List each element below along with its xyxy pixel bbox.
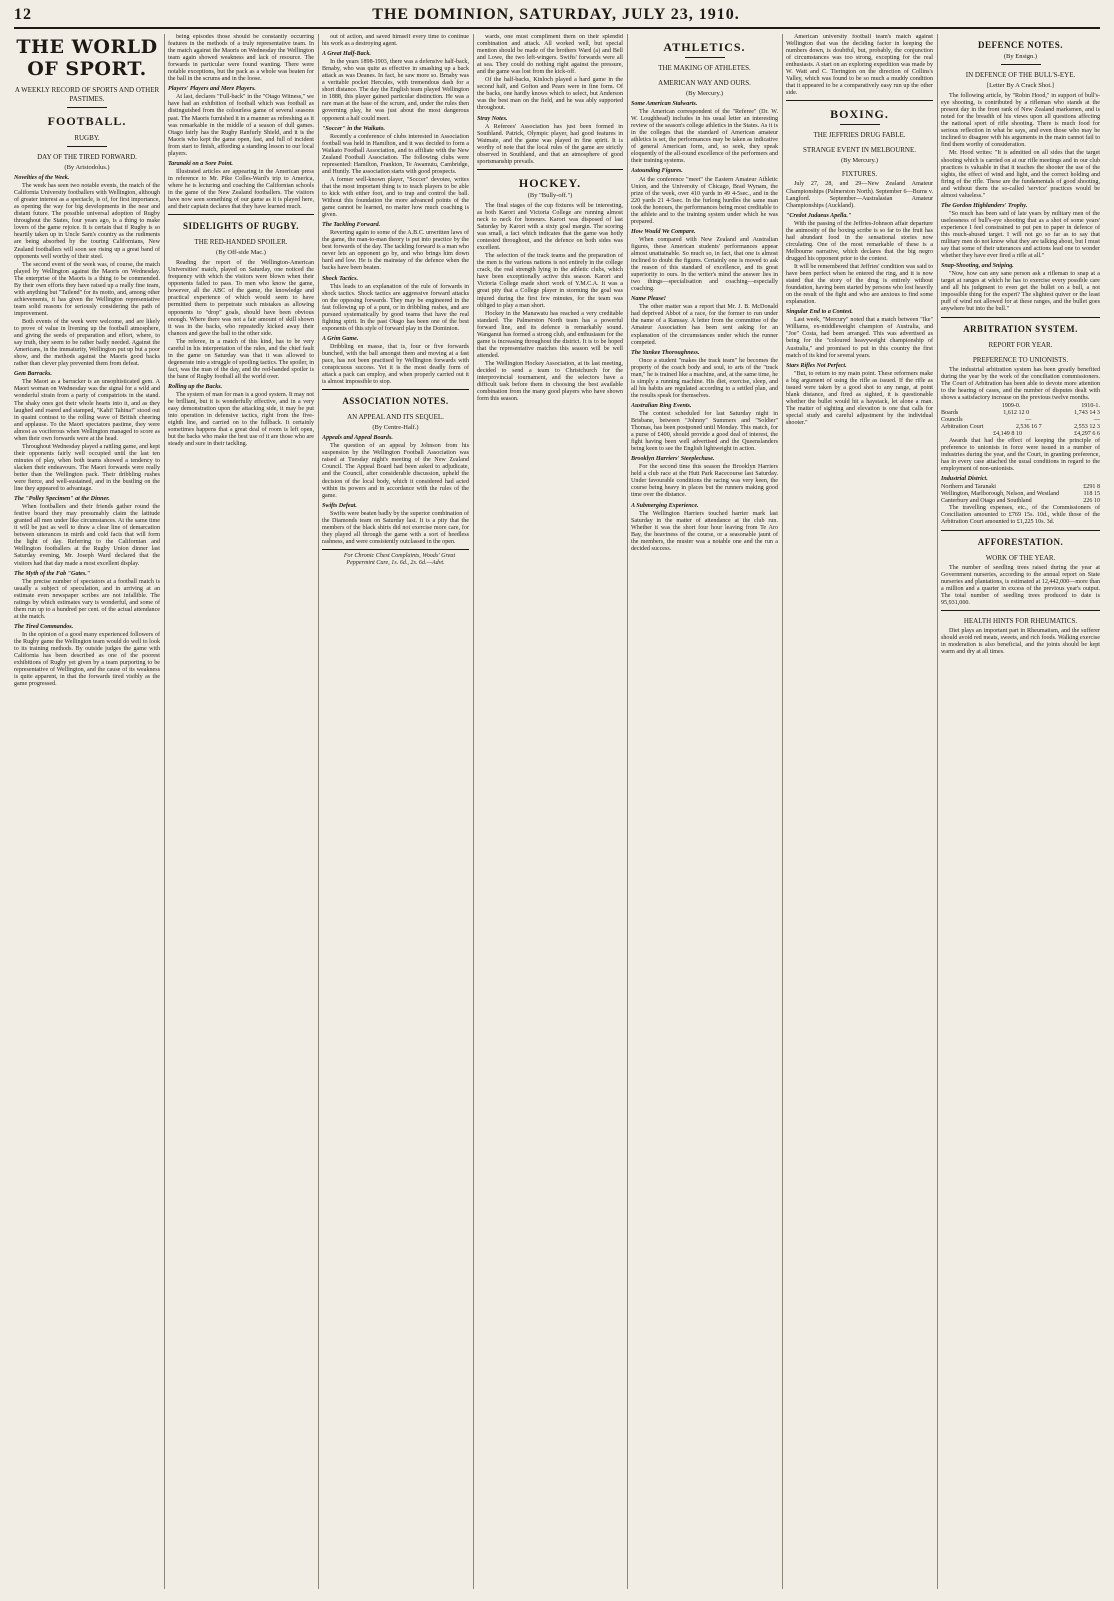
byline: (By Off-side Mac.) <box>216 249 266 257</box>
subhead: Shock Tactics. <box>322 275 358 282</box>
subhead: Taranaki on a Sore Point. <box>168 160 233 167</box>
divider <box>477 169 623 170</box>
report-heading: REPORT FOR YEAR. <box>988 340 1053 349</box>
hockey-heading: HOCKEY. <box>518 175 582 190</box>
divider <box>941 530 1100 531</box>
making-heading: THE MAKING OF ATHLETES. <box>658 64 751 72</box>
paragraph: Awards that had the effect of keeping the principle of preference to unionists in force were issued in a number of industries during the year, and the Court, in granting preference, has in every case attached the usual conditions in regard to the employment of non-unionists. <box>941 437 1100 473</box>
paragraph: "So much has been said of late years by military men of the uselessness of bull's-eye shooting that as a shot of some years' experience I feel constrained to put pen to paper in defence of this much-abused target. I will not go so far as to say that military men do not know what they are talking about, but I must say that some of their utterances and actions lead one to wonder whether they have ever fired a rifle at all." <box>941 210 1100 260</box>
appeal-heading: AN APPEAL AND ITS SEQUEL. <box>347 413 444 422</box>
paragraph: The final stages of the cup fixtures will be interesting, as both Karori and Victoria College are running almost neck to neck for honours. Karori was disposed of last Saturday by Karori with a sixty goal margin. The scoring was small, a fact which indicates that the game was hotly contested throughout, and the defence on both sides was excellent. <box>477 202 623 252</box>
subhead: The Yankee Thoroughness. <box>631 349 700 356</box>
subhead: The Gordon Highlanders' Trophy. <box>941 202 1028 209</box>
paragraph: The travelling expenses, etc., of the Commissioners of Conciliation amounted to £769 15s. 10d., while those of the Arbitration Court amounted to £1,225 10s. 3d. <box>941 505 1100 526</box>
column-divider <box>627 34 628 1589</box>
athletics-heading: ATHLETICS. <box>663 40 746 54</box>
page-number: 12 <box>14 6 32 23</box>
subhead: A Grim Game. <box>322 335 359 342</box>
column-3 <box>322 34 469 1589</box>
paragraph: In the opinion of a good many experienced followers of the Rugby game the Wellington team would do well to look to its training methods. By outside judges the game with California has been described as one of the poorest exhibitions of Rugby yet given by a team purporting to be representative of Wellington, and the cause of its weakness is quite apparent, in that the forwards tired visibly as the game progressed. <box>14 631 160 688</box>
paragraph: Reading the report of the Wellington-American Universities' match, played on Saturday, one noticed the frequency with which the visitors were blown when their opponents failed to pass. To men who know the game, however, all the ABC of the game, the knowledge and practical experience of which would seem to have permitted them to perpetrate such mistakes as allowing opponents to "drop" goals, should have been obvious enough. Where there was not a fair amount of skill shown it was in the backs, who repeatedly kicked away their chances and gave the ball to the other side. <box>168 260 314 337</box>
spoiler-heading: THE RED-HANDED SPOILER. <box>194 238 288 247</box>
column-5 <box>631 34 778 1589</box>
subhead: Some American Stalwarts. <box>631 101 698 108</box>
byline: (By Centre-Half.) <box>372 424 419 432</box>
arbitration-heading: ARBITRATION SYSTEM. <box>963 323 1078 334</box>
football-heading: FOOTBALL. <box>47 114 127 128</box>
subhead: Australian Ring Events. <box>631 402 692 409</box>
divider <box>322 389 469 390</box>
paragraph: "But, to return to my main point. These reformers make a big argument of using the rifle as issued. If the rifle as issued were taken by a good shot to any range, at point blank distance, and fired as sighted, it is questionable whether the bullet would hit a haystack, let alone a man. The matter of sighting and elevation is one that calls for special study and careful adjustment by the individual shooter." <box>786 370 933 426</box>
column-4 <box>477 34 623 1589</box>
subhead: Brooklyn Harriers' Steeplechase. <box>631 456 715 463</box>
table-row: Councils — — <box>941 416 1100 423</box>
subhead: Appeals and Appeal Boards. <box>322 435 393 442</box>
letter-credit: [Letter By A Crack Shot.] <box>987 82 1054 90</box>
column-divider <box>164 34 165 1589</box>
divider <box>67 146 107 147</box>
paragraph: Mr. Hood writes: "It is admitted on all sides that the target shooting which is carried on at our rifle meetings and in our club practices is valuable in that it teaches the shooter the use of the sights, the effect of wind and light, and the correct holding and firing of the rifle. These are the fundamentals of good shooting, and without them the so-called 'service' practices would be almost valueless." <box>941 150 1100 199</box>
column-divider <box>318 34 319 1589</box>
defence-heading: DEFENCE NOTES. <box>977 40 1064 50</box>
paragraph: The contest scheduled for last Saturday night in Brisbane, between "Johnny" Summers and "Soldier" Thomas, has been postponed until Monday. This match, for a purse of £400, should provide a good deal of interest, the fight having been well advertised and the Queenslanders being keen to see the English lightweight in action. <box>631 410 778 453</box>
divider <box>168 214 314 215</box>
table-row: Wellington, Marlborough, Nelson, and Westland 118 15 <box>941 491 1100 498</box>
fixtures-heading: FIXTURES. <box>841 170 878 179</box>
paragraph: Swifts were beaten badly by the superior combination of the Diamonds team on Saturday last. It is a pity that the members of the black shirts did not exercise more care, for they played all through the game with a sort of heedless rashness, and were consistently outclassed in the open. <box>322 510 469 545</box>
subhead: "Credot Judaeus Apella." <box>786 212 852 219</box>
rugby-heading: RUGBY. <box>74 134 100 142</box>
paragraph: The Maori as a barracker is an unsophisticated gem. A Maori woman on Wednesday was the signal for a wild and wonderful strain from a party of compatriots in the stand. The shaky ones got their whole hearts into it, and as they laughed and roared and stamped, "Kahi! Tahina!" stood out in quaint contrast to the rolling wave of British cheering and applause. To the Maori spectators pastime, they were almost as vociferous when Wellington managed to score as when their own forwards were at the head. <box>14 379 160 442</box>
sidelights-heading: SIDELIGHTS OF RUGBY. <box>182 221 300 232</box>
paragraph: Dribbling en masse, that is, four or five forwards bunched, with the ball amongst them and moving at a fast pace, has not been practised by Wellington forwards with conspicuous success. Yet it is the most deadly form of attack a pack can employ, and when properly carried out it is almost impossible to stop. <box>322 343 469 386</box>
boxing-heading: BOXING. <box>830 107 889 122</box>
paragraph: Last week, "Mercury" noted that a match between "Ike" Williams, ex-middleweight champion of Australia, and "Joe" Costa, had been arranged. This was advertised as being for the "coloured heavyweight championship of Australia," and promised to put in this country the first match of its kind for several years. <box>786 317 933 359</box>
paragraph: Reverting again to some of the A.B.C. unwritten laws of the game, the man-to-man theory is put into practice by the best forwards of the day. The tackling forward is a man who never lets an opponent go by, and who brings him down hard and low. He is the mainstay of the defence when the backs have been beaten. <box>322 230 469 272</box>
table-header <box>941 403 1100 410</box>
work-heading: WORK OF THE YEAR. <box>985 553 1056 562</box>
subhead: The "Polley Specimen" at the Dinner. <box>14 496 110 503</box>
paragraph: The Wellington Harriers touched harrier mark last Saturday in the matter of attendance at the club run. Whether it was the short four hour leaving from Te Aro Bay, the heaviness of the course, or a seasonable jaunt of the members, the muster was a notable one and the run a decided success. <box>631 510 778 552</box>
subhead: A Submerging Experience. <box>631 502 699 509</box>
paragraph: The number of seedling trees raised during the year at Government nurseries, according to the annual report on State nurseries and plantations, is estimated at 12,442,000—more than a million and a quarter in excess of the previous year's output. The total number of seedling trees produced to date is 95,931,000. <box>941 564 1100 606</box>
subhead: Astounding Figures. <box>631 168 683 175</box>
table-total: £4,149 8 10 £4,297 6 6 <box>993 430 1100 437</box>
column-1 <box>14 34 160 1589</box>
subhead: Industrial District. <box>941 476 988 483</box>
expenses-table <box>941 484 1100 505</box>
subhead: "Soccer" in the Waikato. <box>322 125 386 132</box>
advertisement: For Chronic Chest Complaints, Woods' Great Peppermint Cure, 1s. 6d., 2s. 6d.—Advt. <box>343 552 456 566</box>
table-row: Arbitration Court 2,536 16 7 2,553 12 3 <box>941 423 1100 430</box>
paragraph: When footballers and their friends gather round the festive board they may presumably claim the latitude granted all men under like circumstances. At the same time it will be just as well to draw a clear line of demarcation between utterances in mirth and cold facts that will form the light of day. Referring to the Californian and Wellington footballers at the Rugby Union dinner last Saturday evening, Mr. Joseph Ward declared that the visitors had that day made a most excellent display. <box>14 504 160 567</box>
paragraph: The industrial arbitration system has been greatly benefited during the year by the work of the conciliation commissioners. The Court of Arbitration has been able to devote more attention to the hearing of cases, and the number of disputes dealt with shows a satisfactory increase on the previous twelve months. <box>941 366 1100 401</box>
subhead: Stray Notes. <box>477 115 508 122</box>
divider <box>786 100 933 101</box>
subhead: Name Please! <box>631 296 667 303</box>
subhead: Snap-Shooting, and Sniping. <box>941 263 1014 270</box>
subhead: Stars Rifles Not Perfect. <box>786 362 847 369</box>
table-row: Canterbury and Otago and Southland 226 10 <box>941 498 1100 505</box>
paragraph: The American correspondent of the "Referee" (Dr. W. W. Loughhead) includes in his usual letter an interesting review of the season's college athletics in the States. As it is in the colleges that the standard of American amateur athletics is set, the performances may be taken as indicative of general American form, and, so seek, they speak eloquently of the all-round excellence of the performers and their training systems. <box>631 109 778 165</box>
cost-table <box>941 403 1100 438</box>
fixtures-list: July 27, 28, and 29—New Zealand Amateur Championships (Palmerston North). September 6—Burns v. Langford. September—Australasian Amateur Championships (Auckland). <box>786 181 933 209</box>
paragraph: Recently a conference of clubs interested in Association football was held in Hamilton, and it was decided to form a Waikato Football Association, and to affiliate with the New Zealand Football Association. The following clubs were represented: Hamilton, Frankton, Te Awamutu, Cambridge, and Huntly. The association starts with good prospects. <box>322 133 469 175</box>
column-divider <box>937 34 938 1589</box>
paragraph: The selection of the track teams and the preparation of the men is the various nations is not entirely in the college crack, the real strength lying in the athletic clubs, which have been exceptionally active this season. Karori and Victoria College made short work of Y.M.C.A. It was a great pity that a College player in storming the goal was injured during the first few minutes, for the team was obliged to play a man short. <box>477 253 623 309</box>
paragraph: The Wellington Hockey Association, at its last meeting, decided to send a team to Christchurch for the interprovincial tournament, and the selectors have a difficult task before them in choosing the best available combination from the many good players who have shown form this season. <box>477 360 623 403</box>
subhead: The Tackling Forward. <box>322 222 381 229</box>
subhead: Novelties of the Week. <box>14 175 70 182</box>
paragraph: At the conference "meet" the Eastern Amateur Athletic Union, and the University of Chicago, Brad Wynam, the prize of the week, over 410 yards in 49 4-5sec., and in the 220 yards 21 4-5sec. In the furlong hurdles the same man took the honours, the performances being most creditable to the athlete and to the training system under which he was prepared. <box>631 176 778 225</box>
byline: (By Mercury.) <box>685 90 724 97</box>
table-row: Northern and Taranaki £291 8 <box>941 484 1100 491</box>
column-2 <box>168 34 314 1589</box>
paragraph: The system of man for man is a good system. It may not be brilliant, but it is wonderfully effective, and in a very easy demonstration upon the attacking side, it may be put into operation in defensive tactics, right from the five-eighth line, and carried on to the fullback. It certainly sometimes happens that a great deal of room is left open, but the backs who make the best use of it are those who are steady and sure in their tackling. <box>168 392 314 448</box>
subhead: Swifts Defeat. <box>322 502 357 509</box>
paragraph: For the second time this season the Brooklyn Harriers held a club race at the Hutt Park Racecourse last Saturday. Under favourable conditions the racing was very keen, the course being heavy in places but the runners making good time over the distance. <box>631 464 778 499</box>
strange-heading: STRANGE EVENT IN MELBOURNE. <box>802 146 917 155</box>
subhead: The Myth of the Fab "Gates." <box>14 570 91 577</box>
column-7 <box>941 34 1100 1589</box>
association-heading: ASSOCIATION NOTES. <box>342 396 449 407</box>
paragraph: Throughout Wednesday played a rattling game, and kept their opponents fairly well occupied until the last ten minutes of play, when both teams showed a tendency to slacken their endeavours. The Maori forwards were really better than the Wellington pack. Their dribbling rushes were fierce, and well-sustained, and in the bustling on the line they appeared to advantage. <box>14 443 160 493</box>
paragraph: Diet plays an important part in Rheumatism, and the sufferer should avoid red meats, sweets, and rich foods. Walking exercise in moderation is also beneficial, and the joints should be kept warm and dry at all times. <box>941 627 1100 655</box>
subhead: A Great Half-Back. <box>322 51 371 58</box>
paragraph: The question of an appeal by Johnson from his suspension by the Wellington Football Association was raised at Tuesday night's meeting of the New Zealand Council. The Appeal Board had been asked to adjudicate, and the Council, after considerable discussion, upheld the decision of the local body, which it considered had acted within its powers and in accordance with the rules of the game. <box>322 443 469 499</box>
byline: (By "Bully-off.") <box>527 191 573 199</box>
table-year: 1909-0. <box>1001 402 1021 409</box>
afforestation-heading: AFFORESTATION. <box>977 536 1064 547</box>
subhead: How Would We Compare. <box>631 228 696 235</box>
divider <box>685 57 725 58</box>
divider <box>322 549 469 550</box>
subhead: Singular End to a Contest. <box>786 309 853 316</box>
paragraph: out of action, and saved himself every time to continue his work as a destroying agent. <box>322 34 469 48</box>
divider <box>941 610 1100 611</box>
paragraph: When compared with New Zealand and Australian figures, these American students' performances appear almost unattainable. So much so, in fact, that one is almost inclined to doubt the figures. Certainly one is moved to ask the reason of this standard of excellence, and its great superiority to ours. In the writer's mind the answer lies in two things—specialisation and coaching—especially coaching. <box>631 236 778 293</box>
paragraph: Both events of the week were welcome, and are likely to prove of value in livening up the football atmosphere, and giving the seeds of preparation and effort, where, to say truth, they seem to be rather badly needed. Against the Americans, in the immaturity, Wellington put up but a poor show, and the methods against the Maoris good backs rather than clever play prevented them from defeat. <box>14 318 160 368</box>
divider <box>67 107 107 108</box>
paragraph: Once a student "makes the track team" he becomes the property of the coach body and soul, to arts of the "track man," he is trained like a machine, and, at the same time, he is simply a running machine. His diet, exercise, sleep, and all his habits are regulated according to a settled plan, and the results speak for themselves. <box>631 357 778 399</box>
american-heading: AMERICAN WAY AND OURS. <box>658 79 751 87</box>
paragraph: A former well-known player, "Soccer" devotee, writes that the most important thing is to teach players to be able to kick with either foot, and to trap and control the ball. Without this foundation the more advanced points of the game cannot be learned, no matter how much coaching is given. <box>322 176 469 219</box>
column-6 <box>786 34 933 1589</box>
divider <box>941 317 1100 318</box>
paragraph: Of the half-backs, Kinloch played a hard game in the second half, and Gofton and Pears were in fine form. Of the backs, one hardly knows which to select, but Anderson was the best man on the field, and he was ably supported throughout. <box>477 77 623 112</box>
table-row: Boards 1,612 12 0 1,743 14 3 <box>941 409 1100 416</box>
paragraph: This leads to an explanation of the rule of forwards in shock tactics. Shock tactics are aggressive forward attacks on the opposing forwards. They may be engineered in the fast following up of a punt, or in dribbling rushes, and are pursued systematically by good teams that have the real fighting spirit. In the past Otago has been one of the best exponents of this style of forward play in the Dominion. <box>322 283 469 332</box>
byline: (By Mercury.) <box>840 157 879 165</box>
byline: (By Aristodolus.) <box>64 164 110 171</box>
subhead: Rolling up the Backs. <box>168 383 223 390</box>
divider <box>1001 64 1041 65</box>
paragraph: wards, one must compliment them on their splendid combination and attack. All worked well, but special mention should be made of the brothers Ward (a) and Bell and Lowe, the two left-wingers. Swifts' forwards were all at sea. They could do nothing right against the pressure, and the game was lost from the kick-off. <box>477 34 623 76</box>
paragraph: Illustrated articles are appearing in the American press in reference to Mr. Pike Colles-Ward's trip to America, where he is lecturing and coaching the Californian schools in the game of the New Zealand footballers. The visitors have now seen something of our game as it is played here, and their captain declares that they have learned much. <box>168 168 314 211</box>
fable-heading: THE JEFFRIES DRUG FABLE. <box>813 131 906 140</box>
paragraph: The precise number of spectators at a football match is usually a subject of speculation, and in arriving at an estimate even newspaper scribes are not infallible. The ratings by which estimates vary is wonderful, and some of them run up to a hundred per cent. of the actual attendance at the match. <box>14 578 160 620</box>
column-divider <box>473 34 474 1589</box>
paragraph: American university football team's match against Wellington that was the deciding factor in keeping the numbers down, is doubtful, but, probably, the conjunction of circumstances was too strong, excepting for the real enthusiasts. A start on an exploring expedition was made by W. Watt and C. Tierington on the direction of Collins's Valley, which was found to be so much a muddy condition that it appeared to be a comparatively easy run up the other side. <box>786 34 933 97</box>
section-subtitle: A WEEKLY RECORD OF SPORTS AND OTHER PASTIMES. <box>14 86 160 103</box>
paragraph: "Now, how can any sane person ask a rifleman to snap at a target at ranges at which he has to exercise every possible care and all his judgment to even get the bullet on a bull, a not impossible thing for the expert? The slightest quiver or the least puff of wind not allowed for at these ranges, and the bullet goes anywhere but into the bull." <box>941 271 1100 313</box>
subhead: Players' Players and Mere Players. <box>168 86 256 93</box>
table-year: 1910-1. <box>1081 402 1100 409</box>
bulls-eye-heading: IN DEFENCE OF THE BULL'S-EYE. <box>965 71 1076 80</box>
paragraph: The second event of the week was, of course, the match played by Wellington against the Maoris on Wednesday. The enterprise of the Maoris is a thing to be commended. By their own efforts they have raised up a really fine team, with anything but "Tailend" for its motto, and, among other achievements, it has given the Wellington representative team solid reasons for seriously considering the path of improvement. <box>14 261 160 317</box>
column-divider <box>782 34 783 1589</box>
paragraph: The week has seen two notable events, the match of the California University footballers with Wellington, although of greater interest as a spectacle, is of, for first importance, as opening the way for big developments in the near and distant future. The possible universal adoption of Rugby throughout the States, four years ago, is a thing to make lovers of the game rejoice. It is certain that if Rugby is so heartily taken up in Uncle Sam's country as the rudiments are being absorbed by the touring Californians, New Zealand footballers will soon see rising up a great band of opponents well worthy of their steel. <box>14 183 160 260</box>
masthead-rule <box>14 27 1100 29</box>
article-heading: DAY OF THE TIRED FORWARD. <box>37 153 137 161</box>
masthead-title: THE DOMINION, SATURDAY, JULY 23, 1910. <box>372 6 740 23</box>
divider <box>840 124 880 125</box>
paragraph: It will be remembered that Jeffries' condition was said to have been perfect when he entered the ring, and it is now stated that the story of the drug is entirely without foundation, having been started by persons who lost heavily on the result of the fight and who are anxious to find some explanation. <box>786 263 933 306</box>
paragraph: being episodes those should be constantly occurring features in the methods of a truly representative team. In the match against the Maoris on Wednesday the Wellington team again showed weakness and lack of resource. The forwards in particular were found wanting. There were notable exceptions, but the pack as a whole was beaten for the ball in the scrums and in the loose. <box>168 34 314 83</box>
preference-heading: PREFERENCE TO UNIONISTS. <box>972 355 1069 364</box>
subhead: Gem Barracks. <box>14 371 52 378</box>
subhead: The Tired Commandos. <box>14 623 74 630</box>
health-hints-heading: HEALTH HINTS FOR RHEUMATICS. <box>963 616 1078 625</box>
paragraph: Hockey in the Manawatu has reached a very creditable standard. The Palmerston North team has a powerful forward line, and its defence is remarkably sound. Wanganui has formed a strong club, and enthusiasm for the game is increasing throughout the district. It is to be hoped that the representative matches this season will be well attended. <box>477 310 623 359</box>
paragraph: The following article, by "Robin Hood," in support of bull's-eye shooting, is contributed by a rifleman who stands at the present day in the front rank of New Zealand marksmen, and is noted for the breadth of his views upon all questions affecting the national sport of rifle shooting. There is much food for serious reflection in what he says, and even those who may be inclined to disagree with his arguments in the main cannot fail to find them worthy of consideration. <box>941 93 1100 149</box>
paragraph: The referee, in a match of this kind, has to be very careful in his interpretation of the rules, and the chief fault in the game on Saturday was that it was allowed to degenerate into a struggle of spoiling tactics. The spoiler, in fact, was the man of the day, and the red-handed spoiler is the bane of Rugby football all the world over. <box>168 338 314 380</box>
byline: (By Ensign.) <box>1003 53 1038 60</box>
paragraph: At last, declares "Full-back" in the "Otago Witness," we have had an exhibition of football which was football as distinguished from the colourless game of several seasons past. The Maoris furnished it in a manner as refreshing as it was remarkable in the middle of a season of dull games. Otago fairly has the Rugby Ranfurly Shield, and it is the Maoris who kept the game open, fast, and full of incident from start to finish, affording a standing lesson to our local players. <box>168 94 314 157</box>
paragraph: With the passing of the Jeffries-Johnson affair departure the animosity of the boxing scribe is so far to the fruit has had abundant food in the sensational stories now circulating. One of the most remarkable of these is a Melbourne narrative, which declares that the big negro drugged his opponent prior to the contest. <box>786 220 933 262</box>
paragraph: In the years 1898-1903, there was a defensive half-back, Brnaby, who was quite as effective in smashing up a back attack as was Deanes. In fact, he saw more so. Brnaby was a veritable pocket Hercules, with tremendous dash for a short distance. The day the English team played Wellington in 1888, this player gained particular distinction. He was a rare man at the base of the scrum, and, under the rules then governing play, he was just about the most dangerous opponent a half could meet. <box>322 59 469 122</box>
paragraph: A Referees' Association has just been formed in Southland. Patrick, Olympic player, had good features in Waimate, and the game was played in fine spirit. It is worthy of note that the local rules of the game are strictly observed in Southland, and that an atmosphere of good sportsmanship prevails. <box>477 123 623 165</box>
paragraph: The other matter was a report that Mr. J. B. McDonald had deprived Abbot of a race, for the former to run under the name of a Ramsay. A letter from the committee of the Amateur Association has been sent asking for an explanation of the circumstances under which the runner competed. <box>631 304 778 346</box>
section-title: THE WORLD OF SPORT. <box>16 36 158 80</box>
